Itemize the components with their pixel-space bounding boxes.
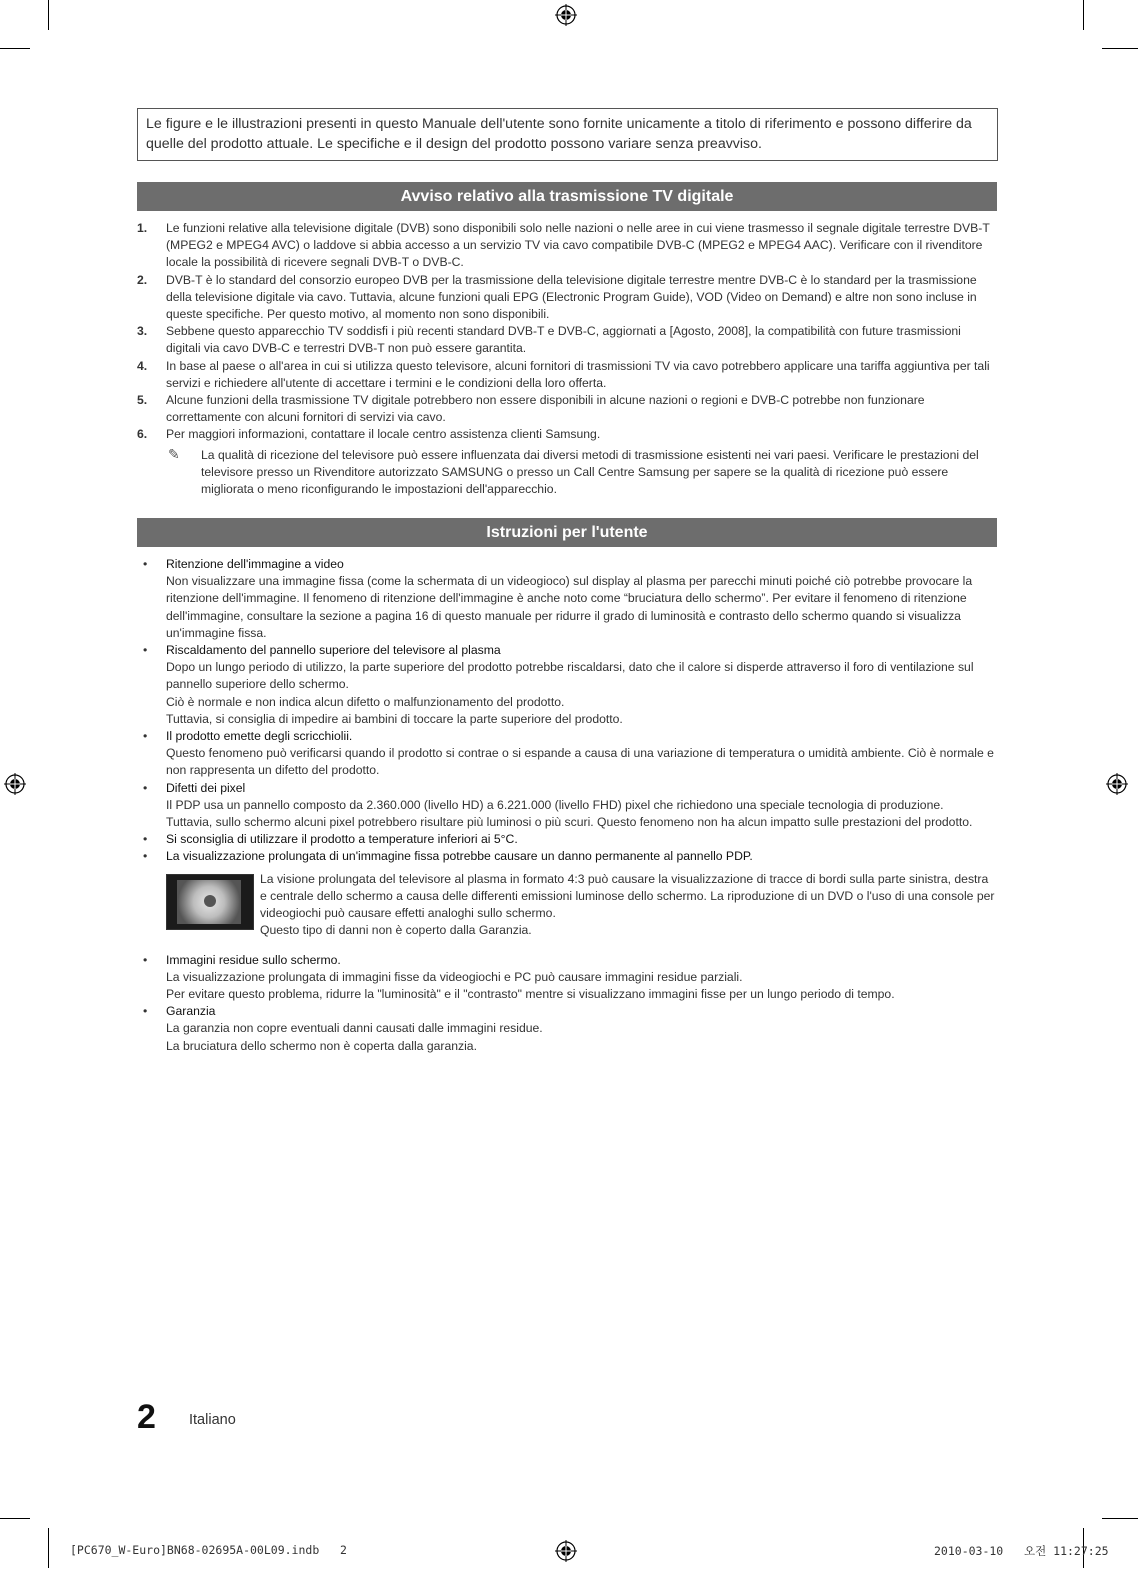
- bullet-icon: •: [143, 849, 148, 864]
- bullet-icon: •: [143, 780, 148, 795]
- list-item-heading: Garanzia: [166, 1004, 216, 1019]
- print-slug-date: 2010-03-10 오전 11:27:25: [934, 1544, 1109, 1558]
- list-item-text: Ciò è normale e non indica alcun difetto o malfunzionamento del prodotto.: [166, 694, 565, 709]
- list-item-heading: La visualizzazione prolungata di un'immagine fissa potrebbe causare un danno permanente al pannello PDP.: [166, 849, 753, 864]
- list-item: [137, 848, 997, 865]
- note-text: La qualità di ricezione del televisore può essere influenzata dai diversi metodi di trasmissione esistenti nei vari paesi. Verificare le prestazioni del televisore presso un Rivenditore autorizzato SAMSUNG o presso un Call Centre Samsung per sapere se la qualità di ricezione può essere migliorata o meno riconfigurando le impostazioni dell'apparecchio.: [201, 447, 979, 497]
- list-item-text: Il PDP usa un pannello composto da 2.360.000 (livello HD) a 6.221.000 (livello FHD) pixel che richiedono una speciale tecnologia di produzione.: [166, 797, 944, 812]
- list-item: [137, 780, 997, 832]
- note: [137, 447, 997, 499]
- pencil-note-icon: ✎: [168, 445, 180, 462]
- list-item-text: La garanzia non copre eventuali danni causati dalle immagini residue.: [166, 1021, 543, 1036]
- crop-mark: [1102, 48, 1138, 49]
- bullet-icon: •: [143, 952, 148, 967]
- bullet-icon: •: [143, 643, 148, 658]
- bullet-icon: •: [143, 557, 148, 571]
- list-item-text: Tuttavia, si consiglia di impedire ai bambini di toccare la parte superiore del prodotto.: [166, 711, 623, 726]
- list-number: 2.: [137, 272, 148, 287]
- list-item-text: DVB-T è lo standard del consorzio europeo DVB per la trasmissione della televisione digitale terrestre mentre DVB-C è lo standard per la trasmissione della televisione digitale via cavo. Tuttavia, alcune funzioni quali EPG (Electronic Program Guide), VOD (Video on Demand) e altre non sono incluse in queste specifiche. Per questo motivo, al momento non sono disponibili.: [166, 272, 977, 322]
- crop-mark: [1083, 0, 1084, 30]
- list-item: [137, 358, 997, 392]
- list-item: [137, 220, 997, 272]
- list-item-text: Sebbene questo apparecchio TV soddisfi i più recenti standard DVB-T e DVB-C, aggiornati a [Agosto, 2008], la compatibilità con future trasmissioni digitali via cavo DVB-C e terrestri DVB-T non può essere garantita.: [166, 324, 961, 356]
- illustration-caption: La visione prolungata del televisore al plasma in formato 4:3 può causare la visualizzazione di tracce di bordi sulla parte sinistra, destra e centrale dello schermo a causa delle differenti emissioni luminose dello schermo. La riproduzione di un DVD o l'uso di una console per videogiochi può causare effetti analoghi sullo schermo.: [260, 871, 995, 921]
- list-item-text: Dopo un lungo periodo di utilizzo, la parte superiore del prodotto potrebbe riscaldarsi, dato che il calore si disperde attraverso il foro di ventilazione sul pannello superiore dello schermo.: [166, 660, 974, 692]
- user-instructions-list: [137, 556, 997, 1055]
- list-number: 3.: [137, 324, 148, 339]
- registration-mark-icon: [555, 4, 577, 26]
- digital-tv-notice-list: [137, 220, 997, 498]
- list-item: [137, 952, 997, 1004]
- list-item-text: Per evitare questo problema, ridurre la "luminosità" e il "contrasto" mentre si visualizzano immagini fisse per un lungo periodo di tempo.: [166, 987, 895, 1002]
- list-item: [137, 1003, 997, 1055]
- list-item-heading: Ritenzione dell'immagine a video: [166, 557, 344, 571]
- list-item-text: La bruciatura dello schermo non è coperta dalla garanzia.: [166, 1038, 477, 1053]
- list-item: [137, 323, 997, 357]
- flower-center: [204, 895, 216, 907]
- page-number: 2: [137, 1398, 156, 1436]
- bullet-icon: •: [143, 832, 148, 847]
- registration-mark-icon: [4, 773, 26, 795]
- list-item: [137, 642, 997, 728]
- bullet-icon: •: [143, 729, 148, 744]
- list-item-text: Questo fenomeno può verificarsi quando il prodotto si contrae o si espande a causa di una variazione di temperatura o umidità ambiente. Ciò è normale e non rappresenta un difetto del prodotto.: [166, 746, 994, 778]
- list-number: 1.: [137, 221, 148, 235]
- section-heading-user-instructions: Istruzioni per l'utente: [137, 518, 997, 547]
- crop-mark: [1102, 1518, 1138, 1519]
- list-item: [137, 728, 997, 780]
- list-item-text: Non visualizzare una immagine fissa (come la schermata di un videogioco) sul display al plasma per parecchi minuti poiché ciò potrebbe provocare la ritenzione dell'immagine. Il fenomeno di ritenzione dell'immagine è anche noto come “bruciatura dello schermo”. Per evitare il fenomeno di ritenzione dell'immagine, consultare la sezione a pagina 16 di questo manuale per ridurre il grado di luminosità e contrasto dello schermo quando si visualizza un'immagine fissa.: [166, 574, 973, 640]
- page-language: Italiano: [189, 1412, 236, 1428]
- crop-mark: [0, 1518, 30, 1519]
- disclaimer-box: Le figure e le illustrazioni presenti in questo Manuale dell'utente sono fornite unicamente a titolo di riferimento e possono differire da quelle del prodotto attuale. Le specifiche e il design del prodotto possono variare senza preavviso.: [137, 108, 998, 161]
- list-item-text: Alcune funzioni della trasmissione TV digitale potrebbero non essere disponibili in alcune nazioni o regioni e DVB-C potrebbe non funzionare correttamente con alcuni fornitori di servizi via cavo.: [166, 393, 925, 425]
- screen-burn-illustration: [166, 874, 254, 930]
- crop-mark: [48, 1528, 49, 1568]
- illustration-caption: Questo tipo di danni non è coperto dalla Garanzia.: [260, 923, 532, 938]
- list-number: 5.: [137, 393, 148, 408]
- list-item-text: Per maggiori informazioni, contattare il locale centro assistenza clienti Samsung.: [166, 427, 601, 442]
- print-slug-file: [PC670_W-Euro]BN68-02695A-00L09.indb 2: [70, 1543, 347, 1557]
- list-item-text: La visualizzazione prolungata di immagini fisse da videogiochi e PC può causare immagini residue parziali.: [166, 969, 743, 984]
- list-item: [137, 556, 997, 642]
- section-heading-digital-tv: Avviso relativo alla trasmissione TV digitale: [137, 182, 997, 211]
- list-item-heading: Immagini residue sullo schermo.: [166, 952, 341, 967]
- list-item-text: In base al paese o all'area in cui si utilizza questo televisore, alcuni fornitori di trasmissioni TV via cavo potrebbero applicare una tariffa aggiuntiva per tali servizi e richiedere all'utente di accettare i termini e le condizioni della loro offerta.: [166, 358, 990, 390]
- list-item: [137, 272, 997, 324]
- list-number: 4.: [137, 358, 148, 373]
- list-item-heading: Difetti dei pixel: [166, 780, 246, 795]
- list-item-text: Le funzioni relative alla televisione digitale (DVB) sono disponibili solo nelle nazioni o nelle aree in cui viene trasmesso il segnale digitale terrestre DVB-T (MPEG2 e MPEG4 AVC) o laddove si abbia accesso a un servizio TV via cavo compatibile DVB-C (MPEG2 e MPEG4 AAC). Verificare con il rivenditore locale la possibilità di ricevere segnali DVB-T o DVB-C.: [166, 221, 990, 270]
- crop-mark: [48, 0, 49, 30]
- list-item-heading: Riscaldamento del pannello superiore del televisore al plasma: [166, 643, 501, 658]
- list-item-text: Tuttavia, sullo schermo alcuni pixel potrebbero risultare più luminosi o più scuri. Questo fenomeno non ha alcun impatto sulle prestazioni del prodotto.: [166, 815, 973, 830]
- registration-mark-icon: [555, 1540, 577, 1562]
- list-item-heading: Si sconsiglia di utilizzare il prodotto a temperature inferiori ai 5°C.: [166, 832, 518, 847]
- pdp-warning-illustration-row: [166, 871, 997, 941]
- list-item-heading: Il prodotto emette degli scricchiolii.: [166, 729, 353, 744]
- list-item: [137, 831, 997, 848]
- list-number: 6.: [137, 427, 148, 442]
- crop-mark: [0, 48, 30, 49]
- list-item: [137, 392, 997, 426]
- bullet-icon: •: [143, 1004, 148, 1019]
- list-item: [137, 426, 997, 443]
- registration-mark-icon: [1106, 773, 1128, 795]
